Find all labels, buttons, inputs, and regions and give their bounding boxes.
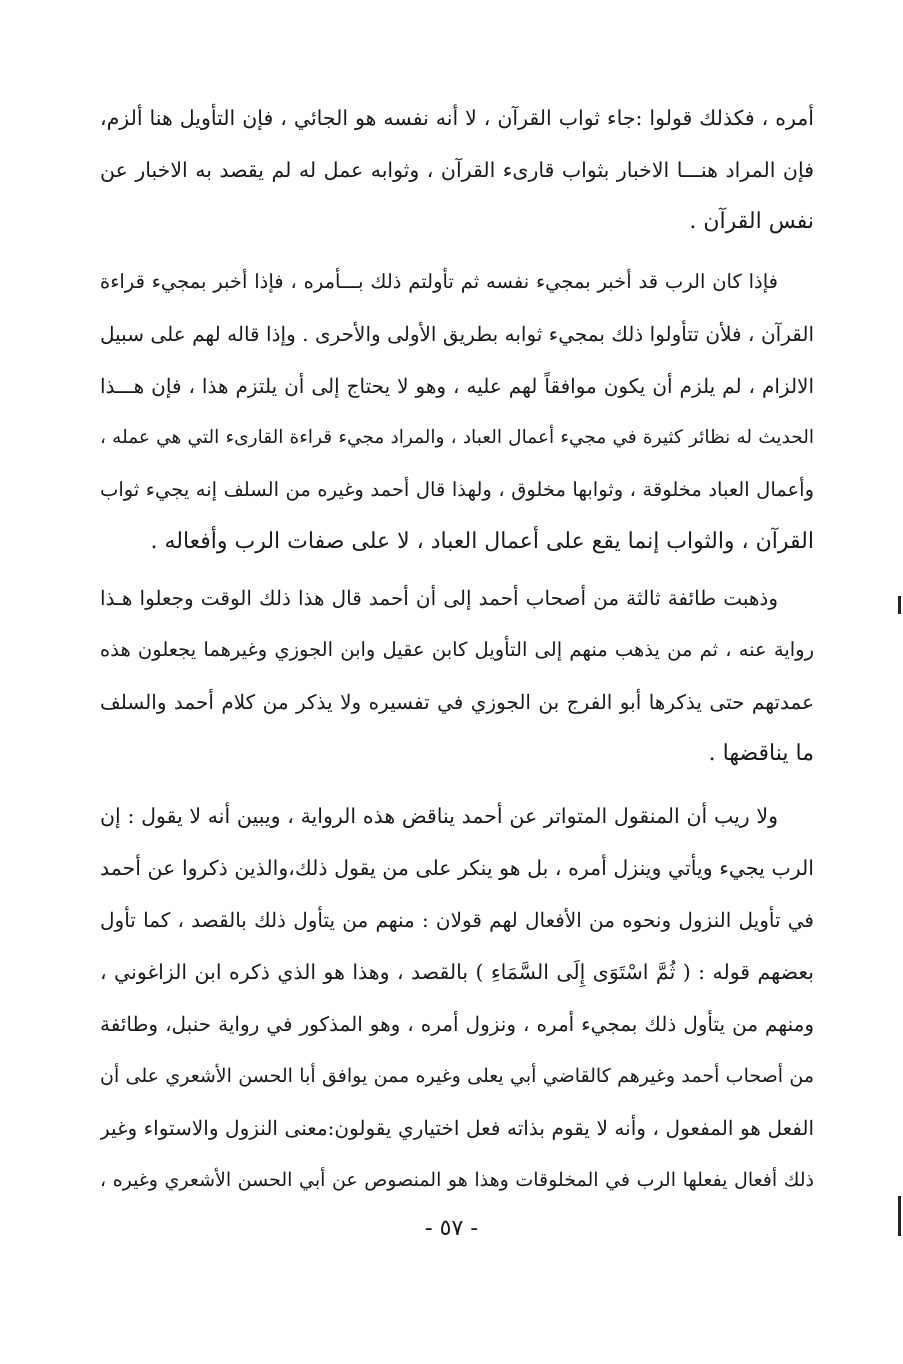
text-line: فإذا كان الرب قد أخبر بمجيء نفسه ثم تأولتم ذلك بـــأمره ، فإذا أخبر بمجيء قراءة [100,270,778,293]
text-line: ما يناقضها . [708,741,814,766]
text-line: ومنهم من يتأول ذلك بمجيء أمره ، ونزول أمره ، وهو المذكور في رواية حنبل، وطائفة [100,1012,814,1036]
text-line: الحديث له نظائر كثيرة في مجيء أعمال العباد ، والمراد مجيء قراءة القارىء التي هي عمله ، [100,427,814,448]
text-line: الرب يجيء ويأتي وينزل أمره ، بل هو ينكر على من يقول ذلك،والذين ذكروا عن أحمد [100,856,814,880]
text-line: عمدتهم حتى يذكرها أبو الفرج بن الجوزي في تفسيره ولا يذكر من كلام أحمد والسلف [100,690,814,714]
paragraph-2 [100,256,814,568]
scan-edge-mark [898,1196,901,1236]
paragraph-3 [100,572,814,780]
text-line: من أصحاب أحمد وغيرهم كالقاضي أبي يعلى وغيره ممن يوافق أبا الحسن الأشعري على أن [100,1065,814,1087]
text-line: وذهبت طائفة ثالثة من أصحاب أحمد إلى أن أحمد قال هذا ذلك الوقت وجعلوا هـذا [100,586,778,610]
text-line: بعضهم قوله : ( ثُمَّ اسْتَوَى إِلَى السَّمَاءِ ) بالقصد ، وهذا هو الذي ذكره ابن الزاغوني ، [100,960,814,984]
text-line: في تأويل النزول ونحوه من الأفعال لهم قولان : منهم من يتأول ذلك بالقصد ، كما تأول [100,908,814,932]
text-line: القرآن ، والثواب إنما يقع على أعمال العباد ، لا على صفات الرب وأفعاله . [150,529,814,554]
text-line: الفعل هو المفعول ، وأنه لا يقوم بذاته فعل اختياري يقولون:معنى النزول والاستواء وغير [100,1116,814,1140]
page-number: - ٥٧ - [424,1216,479,1241]
text-line: ذلك أفعال يفعلها الرب في المخلوقات وهذا هو المنصوص عن أبي الحسن الأشعري وغيره ، [100,1169,814,1191]
text-line: فإن المراد هنـــا الاخبار بثواب قارىء القرآن ، وثوابه عمل له لم يقصد به الاخبار عن [100,158,814,182]
paragraph-1 [100,92,814,248]
text-line: القرآن ، فلأن تتأولوا ذلك بمجيء ثوابه بطريق الأولى والأحرى . وإذا قاله لهم على سبيل [100,322,814,346]
scan-edge-mark [898,596,901,614]
text-line: ولا ريب أن المنقول المتواتر عن أحمد يناقض هذه الرواية ، ويبين أنه لا يقول : إن [100,804,778,828]
paragraph-4 [100,790,814,1206]
text-line: أمره ، فكذلك قولوا :جاء ثواب القرآن ، لا أنه نفسه هو الجائي ، فإن التأويل هنا ألزم، [100,106,814,130]
text-line: الالزام ، لم يلزم أن يكون موافقاً لهم عليه ، وهو لا يحتاج إلى أن يلتزم هذا ، فإن هـــذا [100,374,814,398]
text-line: وأعمال العباد مخلوقة ، وثوابها مخلوق ، ولهذا قال أحمد وغيره من السلف إنه يجيء ثواب [100,478,814,501]
text-line: نفس القرآن . [689,209,814,234]
text-line: رواية عنه ، ثم من يذهب منهم إلى التأويل كابن عقيل وابن الجوزي وغيرهما يجعلون هذه [100,638,814,661]
